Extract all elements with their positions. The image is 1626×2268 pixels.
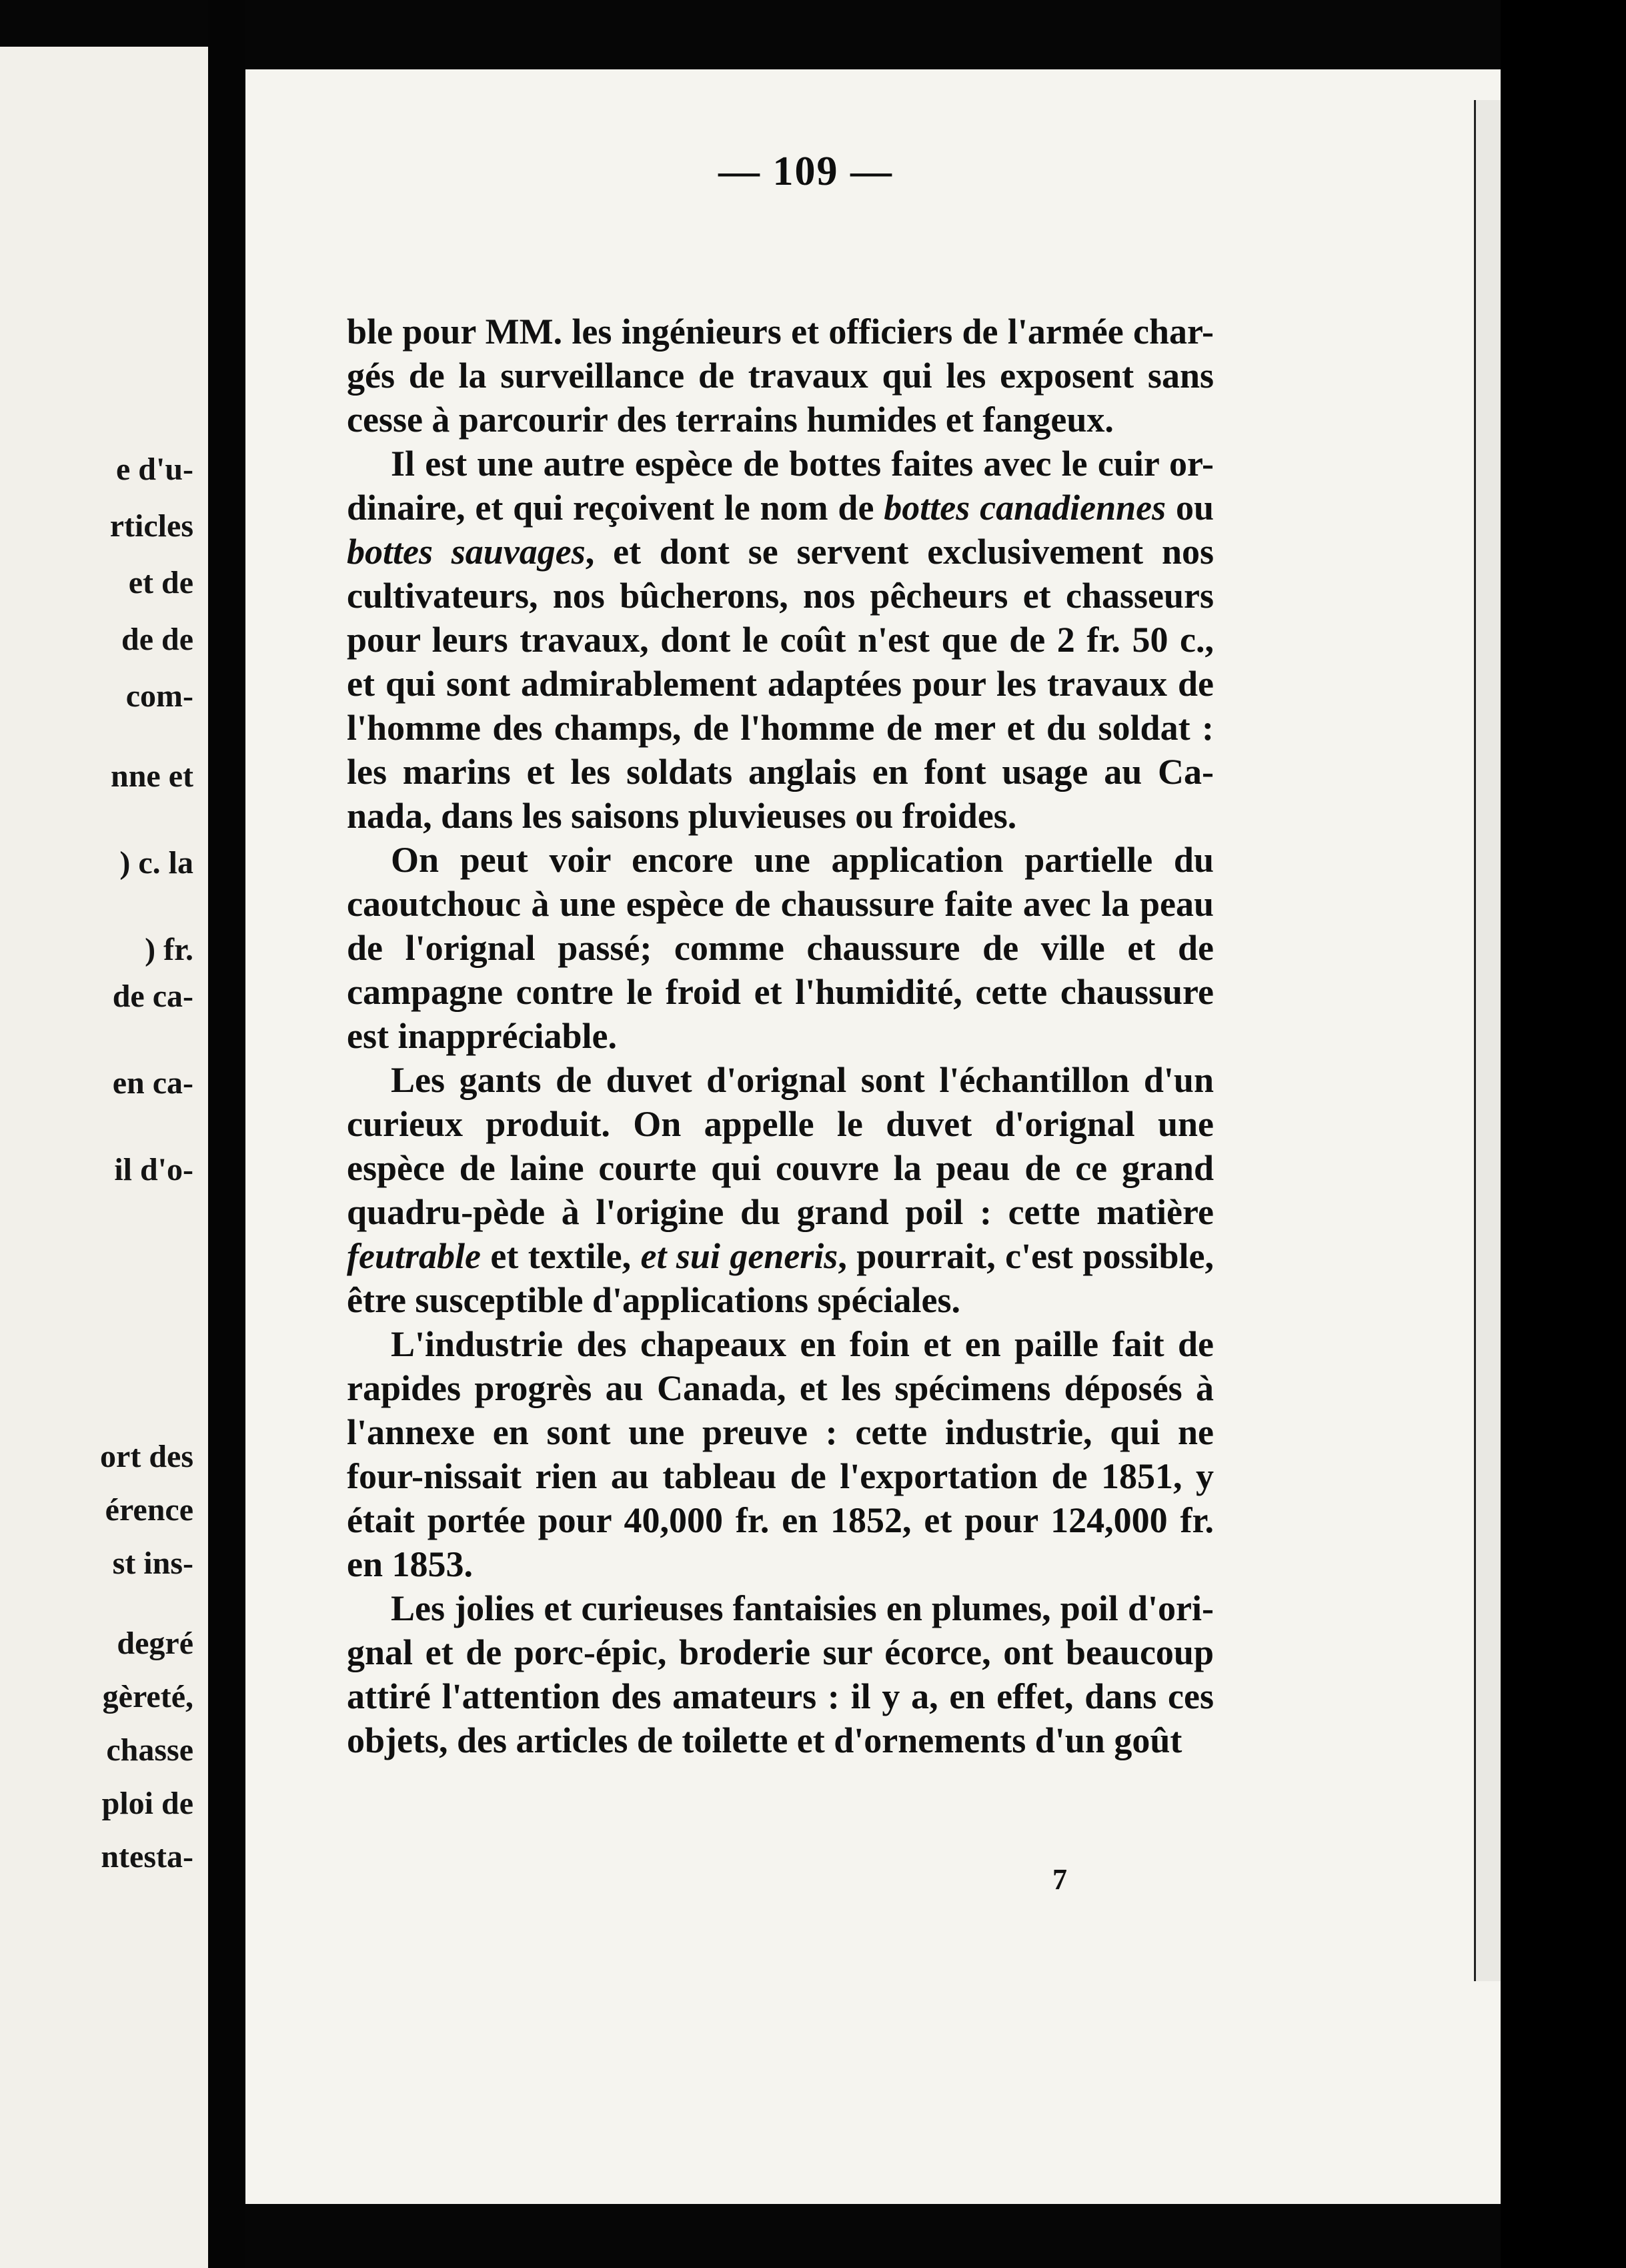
italic-text: et sui generis [640, 1236, 838, 1276]
left-page-line-fragment: en ca- [112, 1065, 193, 1101]
left-page-line-fragment: ploi de [101, 1786, 193, 1821]
text-run: L'industrie des chapeaux en foin et en paille fait de rapides progrès au Canada, et les spécimens déposés à l'annexe en sont une preuve : cette industrie, qui ne four-nissait rien au tableau de l'exportation de 1851, y était portée pour 40,000 fr. en 1852, et pour 124,000 fr. en 1853. [347, 1324, 1214, 1584]
left-page-line-fragment: ) c. la [119, 845, 193, 881]
text-run: , et dont se servent exclusivement nos cultivateurs, nos bûcherons, nos pêcheurs et chasseurs pour leurs travaux, dont le coût n'est que de 2 fr. 50 c., et qui sont admirablement adaptées pour les travaux de l'homme des champs, de l'homme de mer et du soldat : les marins et les soldats anglais en font usage au Ca-nada, dans les saisons pluvieuses ou froides. [347, 532, 1214, 836]
scan-border [1501, 0, 1626, 2268]
book-gutter [208, 0, 245, 2268]
left-page-line-fragment: il d'o- [114, 1152, 193, 1187]
left-page-line-fragment: de ca- [112, 979, 193, 1014]
text-run: ou [1166, 488, 1214, 528]
signature-mark: 7 [1052, 1863, 1067, 1896]
left-page-line-fragment: gèreté, [102, 1679, 193, 1714]
page-body [347, 310, 1214, 1762]
left-page-line-fragment: chasse [106, 1732, 193, 1768]
left-page-line-fragment: nne et [111, 758, 193, 794]
left-page-line-fragment: ort des [100, 1439, 193, 1474]
paragraph [347, 442, 1214, 838]
left-page-line-fragment: rticles [109, 508, 193, 544]
text-run: et textile, [480, 1236, 641, 1276]
left-page-line-fragment: st ins- [112, 1546, 193, 1581]
text-run: On peut voir encore une application partielle du caoutchouc à une espèce de chaussure faite avec la peau de l'orignal passé; comme chaussure de ville et de campagne contre le froid et l'humidité, cette chaussure est inappréciable. [347, 840, 1214, 1056]
italic-text: feutrable [347, 1236, 481, 1276]
left-page-line-fragment: ) fr. [145, 932, 193, 967]
paragraph [347, 1058, 1214, 1322]
left-page-line-fragment: com- [125, 678, 193, 714]
left-page-line-fragment: e d'u- [115, 452, 193, 487]
page-number: — 109 — [718, 149, 893, 194]
text-run: Les jolies et curieuses fantaisies en plumes, poil d'ori-gnal et de porc-épic, broderie sur écorce, ont beaucoup attiré l'attention des amateurs : il y a, en effet, dans ces objets, des articles de toilette et d'ornements d'un goût [347, 1588, 1214, 1760]
book-page [245, 69, 1539, 2204]
text-run: Les gants de duvet d'orignal sont l'échantillon d'un curieux produit. On appelle le duvet d'orignal une espèce de laine courte qui couvre la peau de ce grand quadru-pède à l'origine du grand poil : cette matière [347, 1060, 1214, 1232]
left-page-line-fragment: érence [105, 1492, 193, 1528]
italic-text: bottes sauvages [347, 532, 586, 572]
text-run: ble pour MM. les ingénieurs et officiers de l'armée char-gés de la surveillance de travaux qui les exposent sans cesse à parcourir des terrains humides et fangeux. [347, 312, 1214, 440]
text-run: Il est une autre espèce de bottes faites avec le cuir or-dinaire, et qui reçoivent le nom de [347, 444, 1214, 528]
text-run: , pourrait, c'est possible, être susceptible d'applications spéciales. [347, 1236, 1214, 1320]
paragraph [347, 1322, 1214, 1586]
paragraph [347, 838, 1214, 1058]
left-page-line-fragment: et de [128, 565, 193, 600]
left-page-line-fragment: ntesta- [101, 1839, 193, 1874]
italic-text: bottes canadiennes [884, 488, 1166, 528]
previous-page-fragment [0, 47, 208, 2268]
left-page-line-fragment: de de [121, 622, 193, 657]
paragraph [347, 310, 1214, 442]
paragraph [347, 1586, 1214, 1762]
left-page-line-fragment: degré [117, 1626, 193, 1661]
